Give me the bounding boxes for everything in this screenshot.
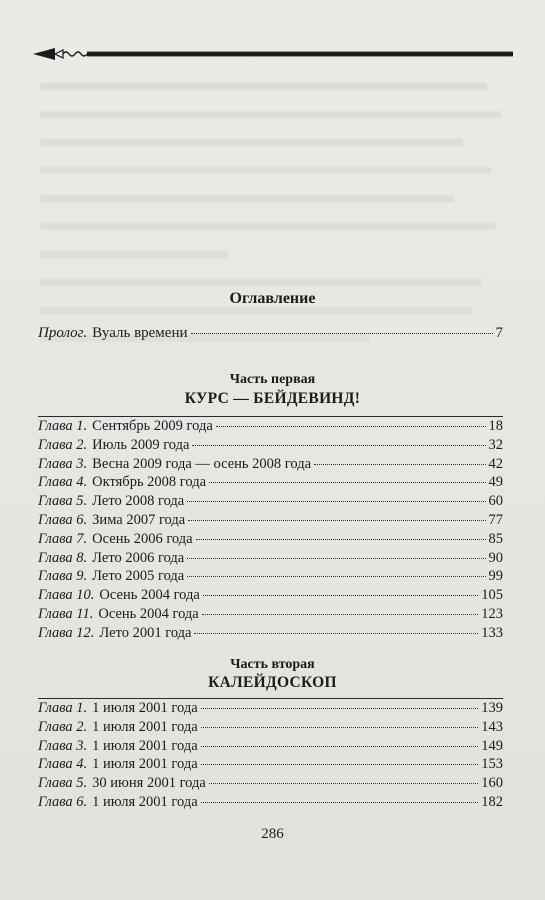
part-2-rule xyxy=(38,698,503,699)
entry-page-number: 133 xyxy=(481,624,503,641)
dot-leader xyxy=(201,727,479,728)
dot-leader xyxy=(192,445,485,446)
entry-prefix: Глава 5. xyxy=(38,493,88,510)
entry-title: Октябрь 2008 года xyxy=(92,474,207,491)
entry-prefix: Глава 2. xyxy=(38,436,88,453)
entry-title: Июль 2009 года xyxy=(92,436,190,453)
toc-entry[interactable] xyxy=(38,568,503,587)
dot-leader xyxy=(202,614,479,615)
dot-leader xyxy=(216,426,486,427)
dot-leader xyxy=(191,333,493,334)
part-2-chapter-list xyxy=(38,700,503,813)
dot-leader xyxy=(209,783,478,784)
entry-page-number: 49 xyxy=(488,474,503,491)
entry-page-number: 7 xyxy=(495,325,503,341)
entry-title: Осень 2004 года xyxy=(98,605,199,622)
toc-entry[interactable] xyxy=(38,700,503,719)
entry-prefix: Глава 4. xyxy=(38,474,88,491)
toc-entry[interactable] xyxy=(38,531,503,550)
toc-entry[interactable] xyxy=(38,794,503,813)
entry-page-number: 60 xyxy=(488,493,503,510)
part-2-title: КАЛЕЙДОСКОП xyxy=(208,674,337,691)
entry-title: Лето 2006 года xyxy=(92,549,185,566)
dot-leader xyxy=(201,764,479,765)
entry-prefix: Глава 3. xyxy=(38,737,88,754)
part-2-label: Часть вторая xyxy=(230,657,315,672)
part-1-title: КУРС — БЕЙДЕВИНД! xyxy=(184,390,361,407)
entry-page-number: 182 xyxy=(481,793,503,810)
toc-entry-prolog[interactable] xyxy=(38,325,503,342)
entry-prefix: Глава 7. xyxy=(38,530,88,547)
entry-prefix: Глава 6. xyxy=(38,511,88,528)
dot-leader xyxy=(201,746,479,747)
entry-page-number: 42 xyxy=(488,455,503,472)
entry-prefix: Глава 9. xyxy=(38,568,88,585)
entry-title: Лето 2005 года xyxy=(92,568,185,585)
entry-page-number: 160 xyxy=(481,775,503,792)
entry-page-number: 18 xyxy=(488,418,503,434)
dot-leader xyxy=(187,558,485,559)
entry-page-number: 143 xyxy=(481,718,503,735)
entry-title: 1 июля 2001 года xyxy=(92,718,198,735)
dot-leader xyxy=(187,501,485,502)
toc-entry[interactable] xyxy=(38,606,503,625)
entry-page-number: 85 xyxy=(488,530,503,547)
dot-leader xyxy=(201,802,479,803)
entry-page-number: 105 xyxy=(481,587,503,604)
entry-page-number: 77 xyxy=(488,511,503,528)
dot-leader xyxy=(196,539,486,540)
toc-entry[interactable] xyxy=(38,550,503,569)
entry-page-number: 123 xyxy=(481,605,503,622)
toc-entry[interactable] xyxy=(38,756,503,775)
toc-entry[interactable] xyxy=(38,587,503,606)
toc-entry[interactable] xyxy=(38,738,503,757)
entry-prefix: Глава 12. xyxy=(38,624,95,641)
toc-entry[interactable] xyxy=(38,493,503,512)
toc-entry[interactable] xyxy=(38,512,503,531)
entry-title: Лето 2008 года xyxy=(92,493,185,510)
dot-leader xyxy=(201,708,479,709)
dot-leader xyxy=(188,520,485,521)
entry-title: Зима 2007 года xyxy=(92,511,186,528)
toc-entry[interactable] xyxy=(38,437,503,456)
toc-entry[interactable] xyxy=(38,775,503,794)
entry-page-number: 139 xyxy=(481,700,503,716)
entry-title: 1 июля 2001 года xyxy=(92,737,198,754)
toc-title: Оглавление xyxy=(229,290,316,307)
entry-prefix: Пролог. xyxy=(38,325,88,341)
toc-entry[interactable] xyxy=(38,418,503,437)
entry-prefix: Глава 8. xyxy=(38,549,88,566)
entry-title: 30 июня 2001 года xyxy=(92,775,206,792)
toc-entry[interactable] xyxy=(38,719,503,738)
entry-title: Осень 2004 года xyxy=(99,587,200,604)
entry-title: Сентябрь 2009 года xyxy=(92,418,213,434)
toc-entry[interactable] xyxy=(38,456,503,475)
dot-leader xyxy=(209,482,485,483)
part-1-label: Часть первая xyxy=(229,372,316,387)
entry-prefix: Глава 1. xyxy=(38,700,88,716)
header-ornament xyxy=(33,44,513,64)
entry-prefix: Глава 3. xyxy=(38,455,88,472)
entry-page-number: 32 xyxy=(488,436,503,453)
entry-title: Весна 2009 года — осень 2008 года xyxy=(92,455,312,472)
entry-page-number: 99 xyxy=(488,568,503,585)
entry-title: Осень 2006 года xyxy=(92,530,193,547)
entry-title: Вуаль времени xyxy=(92,325,188,341)
part-1-rule xyxy=(38,416,503,417)
toc-entry[interactable] xyxy=(38,625,503,644)
dot-leader xyxy=(314,464,485,465)
part-1-chapter-list xyxy=(38,418,503,644)
entry-prefix: Глава 1. xyxy=(38,418,88,434)
entry-title: Лето 2001 года xyxy=(99,624,192,641)
entry-prefix: Глава 2. xyxy=(38,718,88,735)
entry-title: 1 июля 2001 года xyxy=(92,793,198,810)
entry-title: 1 июля 2001 года xyxy=(92,700,198,716)
page-number: 286 xyxy=(261,826,284,842)
entry-prefix: Глава 6. xyxy=(38,793,88,810)
entry-title: 1 июля 2001 года xyxy=(92,756,198,773)
dot-leader xyxy=(194,633,478,634)
toc-entry[interactable] xyxy=(38,474,503,493)
entry-prefix: Глава 4. xyxy=(38,756,88,773)
dot-leader xyxy=(187,576,485,577)
entry-prefix: Глава 11. xyxy=(38,605,94,622)
entry-prefix: Глава 5. xyxy=(38,775,88,792)
entry-page-number: 90 xyxy=(488,549,503,566)
entry-prefix: Глава 10. xyxy=(38,587,95,604)
entry-page-number: 149 xyxy=(481,737,503,754)
dot-leader xyxy=(203,595,478,596)
entry-page-number: 153 xyxy=(481,756,503,773)
